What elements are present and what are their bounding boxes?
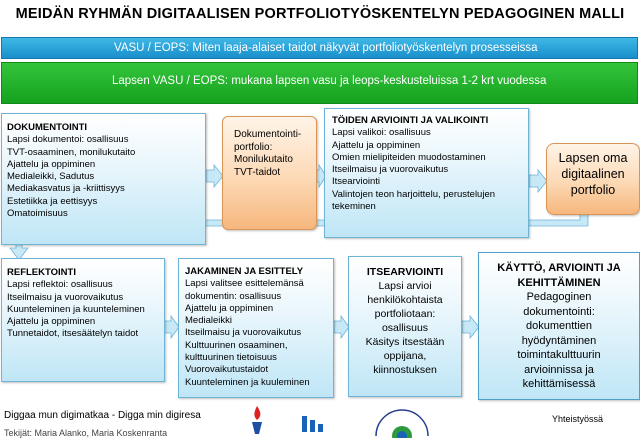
footer-project-name: Diggaa mun digimatkaa - Digga min digiresa [4, 410, 201, 421]
kaytto-line: arvioinnissa ja [524, 363, 594, 376]
dokumentointi-line: Estetiikka ja eettisyys [7, 195, 98, 207]
jakaminen-line: Itseilmaisu ja vuorovaikutus [185, 327, 302, 339]
jakaminen-box [178, 258, 334, 398]
diagram-title: MEIDÄN RYHMÄN DIGITAALISEN PORTFOLIOTYÖSKENTELYN PEDAGOGINEN MALLI [15, 6, 625, 22]
toiden-line: Itsearviointi [332, 176, 381, 188]
kaytto-line: toimintakulttuurin [517, 349, 601, 361]
jakaminen-line: kulttuurinen tietoisuus [185, 352, 277, 364]
vasu-eops-bar: VASU / EOPS: Miten laaja-alaiset taidot näkyvät portfoliotyöskentelyn prosesseissa [1, 37, 638, 59]
reflektointi-line: Kuunteleminen ja kuunteleminen [7, 303, 145, 315]
jakaminen-line: Lapsi valitsee esittelemänsä [185, 278, 304, 290]
reflektointi-line: Itseilmaisu ja vuorovaikutus [7, 291, 124, 303]
itsearviointi-heading: ITSEARVIOINTI [366, 266, 444, 278]
dokumentointi-line: Omatoimisuus [7, 208, 68, 220]
portfolio-line: portfolio: [234, 141, 273, 153]
toiden-arviointi-box [324, 108, 529, 238]
dokumentointi-portfolio-box [222, 116, 317, 230]
kaytto-heading: KÄYTTÖ, ARVIOINTI JA [497, 262, 621, 274]
toiden-line: tekeminen [332, 201, 376, 213]
kaytto-line: dokumenttien [525, 320, 593, 332]
toiden-line: Lapsi valikoi: osallisuus [332, 127, 431, 139]
itsearviointi-line: henkilökohtaista [367, 294, 443, 306]
reflektointi-line: Tunnetaidot, itsesäätelyn taidot [7, 328, 139, 340]
jakaminen-heading: JAKAMINEN JA ESITTELY [185, 266, 304, 277]
jakaminen-line: Kuunteleminen ja kuuleminen [185, 376, 310, 388]
dokumentointi-line: Medialeikki, Sadutus [7, 171, 95, 183]
kaytto-line: dokumentointi: [523, 305, 595, 318]
itsearviointi-line: oppijana, kiinnostuksen [373, 350, 437, 376]
toiden-heading: TÖIDEN ARVIOINTI JA VALIKOINTI [332, 115, 489, 126]
dokumentointi-line: Ajattelu ja oppiminen [7, 158, 96, 170]
toiden-line: Omien mielipiteiden muodostaminen [332, 151, 486, 163]
portfolio-line: TVT-taidot [234, 166, 281, 178]
itsearviointi-line: portfoliotaan: osallisuus [374, 308, 436, 334]
dokumentointi-line: TVT-osaaminen, monilukutaito [7, 146, 136, 158]
kaytto-heading: KEHITTÄMINEN [517, 276, 601, 289]
itsearviointi-box [348, 256, 462, 397]
portfolio-line: Monilukutaito [234, 154, 293, 165]
kaytto-line: kehittämisessä [522, 378, 596, 390]
hallitus-logo-icon [372, 406, 432, 436]
dokumentointi-line: Lapsi dokumentoi: osallisuus [7, 134, 129, 146]
reflektointi-box [1, 258, 165, 382]
dokumentointi-box [1, 113, 206, 245]
footer-authors: Tekijät: Maria Alanko, Maria Koskenranta [4, 428, 168, 438]
lapsen-oma-portfolio-box [546, 143, 640, 215]
jakaminen-line: Ajattelu ja oppiminen [185, 302, 274, 314]
toiden-line: Itseilmaisu ja vuorovaikutus [332, 164, 449, 176]
jakaminen-line: Vuorovaikutustaidot [185, 364, 269, 376]
itsearviointi-line: Lapsi arvioi [378, 280, 432, 292]
yhteistyossa-label: Yhteistyössä [552, 414, 604, 424]
dokumentointi-line: Mediakasvatus ja -kriittisyys [7, 183, 125, 195]
reflektointi-line: Ajattelu ja oppiminen [7, 316, 96, 328]
toiden-line: Ajattelu ja oppiminen [332, 139, 421, 151]
portfolio-line: Dokumentointi- [234, 129, 302, 140]
kaytto-arviointi-box [478, 252, 640, 400]
itsearviointi-line: Käsitys itsestään [365, 336, 445, 348]
reflektointi-heading: REFLEKTOINTI [7, 267, 76, 278]
jakaminen-line: dokumentin: osallisuus [185, 290, 282, 302]
dokumentointi-heading: DOKUMENTOINTI [7, 122, 88, 133]
kaytto-line: Pedagoginen [526, 291, 592, 303]
torch-logo-icon [248, 404, 266, 434]
reflektointi-line: Lapsi reflektoi: osallisuus [7, 279, 113, 291]
jakaminen-line: Kulttuurinen osaaminen, [185, 339, 288, 351]
jakaminen-line: Medialeikki [185, 315, 232, 327]
kaytto-line: hyödyntäminen [521, 334, 597, 347]
child-vasu-bar: Lapsen VASU / EOPS: mukana lapsen vasu ja leops-keskusteluissa 1-2 krt vuodessa [1, 62, 638, 104]
partner-logo-icon [300, 414, 330, 434]
toiden-line: Valintojen teon harjoittelu, perustelujen [332, 188, 496, 200]
oma-portfolio-label: Lapsen oma digitaalinen portfolio [558, 151, 628, 197]
